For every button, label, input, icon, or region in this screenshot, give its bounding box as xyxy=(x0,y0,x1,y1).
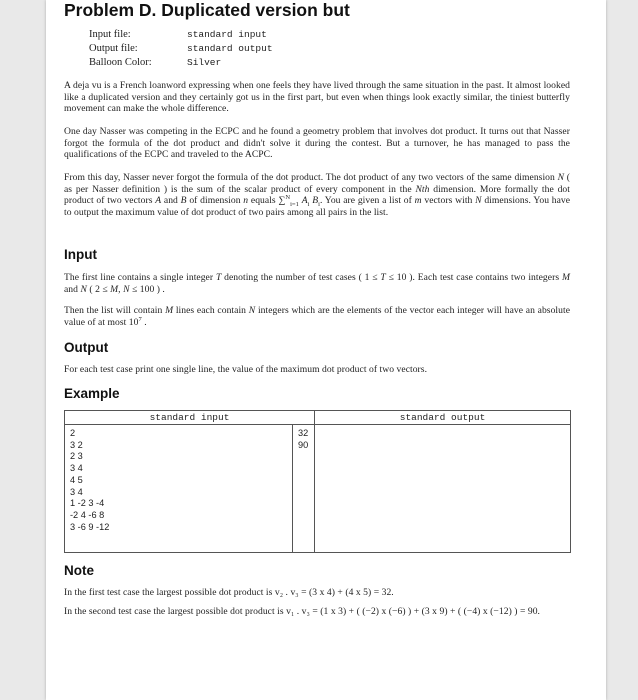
text: . xyxy=(144,316,147,328)
meta-balloon-value: Silver xyxy=(187,57,222,68)
input-line: 3 4 xyxy=(70,486,83,497)
math-sub: i xyxy=(307,201,310,209)
meta-output-label: Output file: xyxy=(89,43,138,54)
input-line: 2 3 xyxy=(70,451,83,462)
math-var: B xyxy=(312,195,319,207)
math-var: N xyxy=(557,172,565,183)
input-line: 4 5 xyxy=(70,474,83,485)
output-line: 32 xyxy=(298,428,309,438)
math-var: N xyxy=(475,195,482,207)
math-var: M, N xyxy=(110,283,130,295)
meta-output-value: standard output xyxy=(187,43,273,54)
meta-output-row xyxy=(89,42,273,56)
example-table xyxy=(64,410,571,553)
text: and xyxy=(163,195,178,207)
math-var: N xyxy=(248,305,256,316)
sum-symbol: ∑ xyxy=(278,195,286,207)
text: ≤ 10 ). Each test case contains two integers xyxy=(388,272,560,283)
meta-input-label: Input file: xyxy=(89,29,131,40)
example-output-blank xyxy=(315,425,571,553)
meta-input-row xyxy=(89,28,273,42)
text: denoting the number of test cases ( 1 ≤ xyxy=(224,272,378,283)
text: dimension. More formally the dot product of two vectors xyxy=(64,183,570,207)
statement-paragraph-2: One day Nasser was competing in the ECPC and he found a geometry problem that involves dot product. It turns out that Nasser forgot the formula of the dot product and didn't solve it during the contest. But a turnover, he has managed to pass the qualifications of the ECPC and traveled to the ACPC. xyxy=(64,126,570,161)
math-var: N xyxy=(80,283,87,295)
math-var: n xyxy=(243,195,249,207)
statement-paragraph-1: A deja vu is a French loanword expressing when one feels they have lived through the same situation in the past. It almost looked like a duplicated version and they certainly got us in the first part, but even when things look exactly similar, the tiniest butterfly movement can make the whole difference. xyxy=(64,80,570,115)
input-line: -2 4 -6 8 xyxy=(70,509,105,520)
note-line-2: In the second test case the largest possible dot product is v₁ . v₃ = (1 x 3) + ( (−2) x (−6) ) + (3 x 9) + ( (−4) x (−12) ) = 90. xyxy=(64,606,541,617)
meta-input-value: standard input xyxy=(187,29,267,40)
math-var: B xyxy=(180,195,187,207)
math-var: A xyxy=(301,195,308,207)
exponent: 7 xyxy=(138,315,142,323)
note-line-1: In the first test case the largest possible dot product is v₂ . v₃ = (3 x 4) + (4 x 5) = 32. xyxy=(64,587,394,598)
example-output-cell xyxy=(293,425,315,553)
text: lines each contain xyxy=(175,305,247,316)
statement-paragraph-3 xyxy=(64,172,570,219)
example-heading: Example xyxy=(64,386,120,401)
math-var: M xyxy=(561,272,570,283)
text: equals xyxy=(250,195,276,207)
output-heading: Output xyxy=(64,340,109,355)
output-line: 90 xyxy=(298,439,309,450)
example-input-header: standard input xyxy=(65,411,315,425)
problem-meta xyxy=(89,28,273,70)
input-heading: Input xyxy=(64,247,97,262)
example-input-cell xyxy=(65,425,293,553)
text: From this day, Nasser never forgot the formula of the dot product. The dot product of any two vectors of the same dimension xyxy=(64,172,555,183)
math-var: T xyxy=(215,272,222,283)
problem-page xyxy=(46,0,606,700)
text: and xyxy=(64,283,79,295)
problem-title: Problem D. Duplicated version but xyxy=(64,0,350,20)
math-var: T xyxy=(380,272,386,283)
text: of dimension xyxy=(189,195,241,207)
text: Then the list will contain xyxy=(64,305,163,316)
math-var: Nth xyxy=(415,183,430,195)
input-line: 2 xyxy=(70,428,76,438)
output-paragraph: For each test case print one single line, the value of the maximum dot product of two vectors. xyxy=(64,364,428,375)
input-line: 3 4 xyxy=(70,463,83,474)
math-var: A xyxy=(155,195,162,207)
input-line: 3 -6 9 -12 xyxy=(70,521,110,532)
math-var: m xyxy=(414,195,422,207)
meta-balloon-label: Balloon Color: xyxy=(89,57,152,68)
text: integers which are the elements of the vector each integer will have an absolute value of at most 10 xyxy=(64,305,571,328)
input-paragraph-2 xyxy=(64,305,570,328)
text: ≤ 100 ) . xyxy=(131,283,165,295)
input-line: 1 -2 3 -4 xyxy=(70,498,105,509)
math-var: M xyxy=(165,305,174,316)
sum-lower: i=1 xyxy=(290,201,299,209)
sum-upper: N xyxy=(285,194,291,202)
input-line: 3 2 xyxy=(70,439,83,450)
note-heading: Note xyxy=(64,563,94,578)
input-paragraph-1 xyxy=(64,272,570,295)
math-sub: i xyxy=(318,201,320,209)
text: vectors with xyxy=(424,195,473,207)
text: . You are given a list of xyxy=(319,195,412,207)
meta-balloon-row xyxy=(89,56,273,70)
text: The first line contains a single integer xyxy=(64,272,214,283)
example-output-header: standard output xyxy=(315,411,571,425)
text: ( as per Nasser definition ) is the sum of the scalar product of every component in the xyxy=(64,172,570,195)
text: dimensions. You have to output the maximum value of dot product of two pairs among all pairs in the list. xyxy=(64,195,571,219)
text: ( 2 ≤ xyxy=(89,283,108,295)
